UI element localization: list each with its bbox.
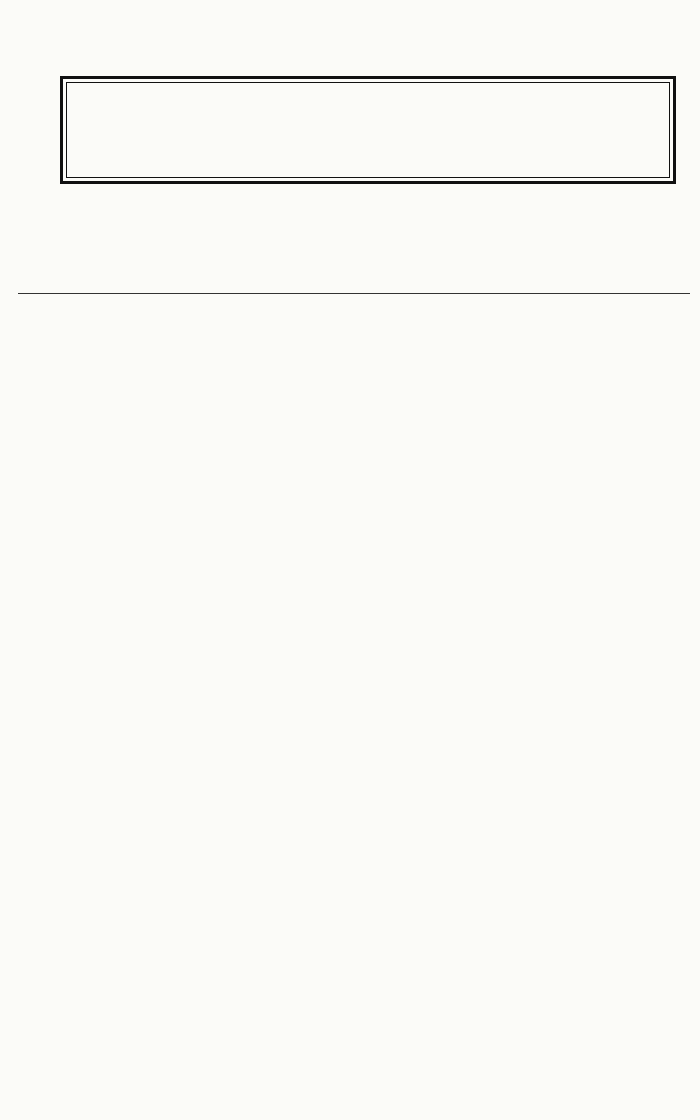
header-rule: [18, 293, 690, 294]
advertisement-banner: [60, 76, 676, 184]
